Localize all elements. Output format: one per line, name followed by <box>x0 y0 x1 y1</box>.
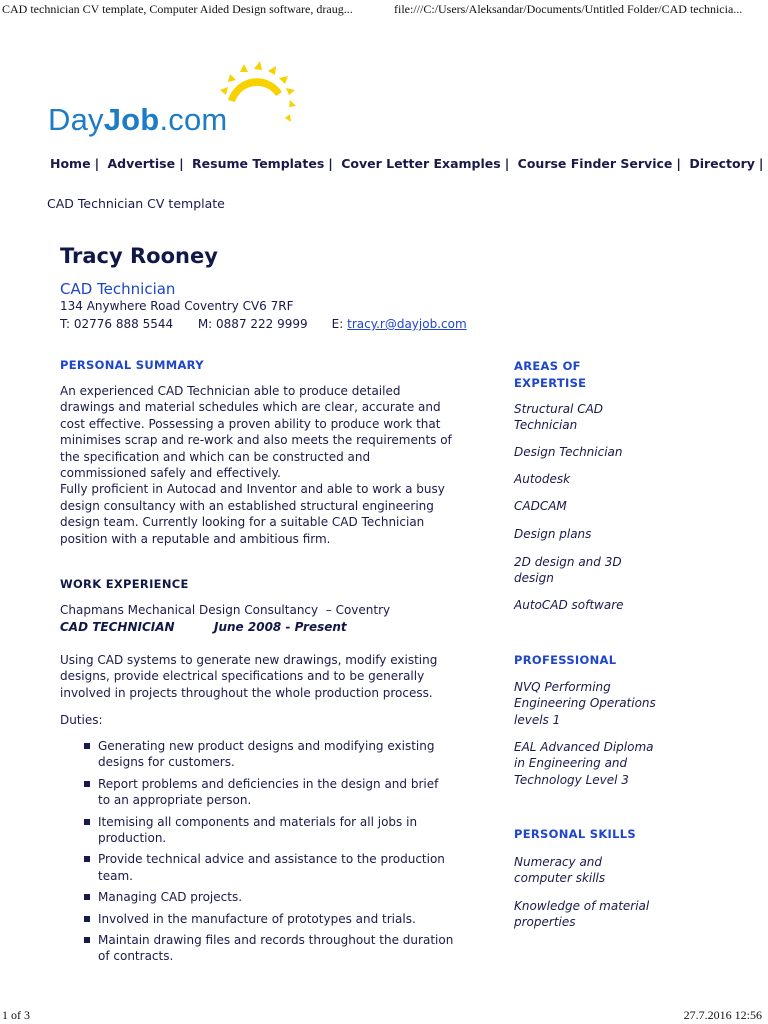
list-item: Involved in the manufacture of prototypes and trials. <box>84 911 454 927</box>
nav-item-cover-letter-examples[interactable]: Cover Letter Examples <box>341 156 501 171</box>
nav-item-home[interactable]: Home <box>50 156 91 171</box>
work-role-line <box>60 620 347 634</box>
work-dates: June 2008 - Present <box>214 620 347 634</box>
skill-item: Numeracy and computer skills <box>514 855 606 886</box>
bullet-icon <box>84 894 90 900</box>
expertise-item: Structural CAD Technician <box>514 402 604 433</box>
list-item: Report problems and deficiencies in the design and brief to an appropriate person. <box>84 776 454 809</box>
logo-text: DayJob.com <box>48 102 228 137</box>
cv-name: Tracy Rooney <box>60 244 218 268</box>
duties-label: Duties: <box>60 713 103 727</box>
nav-separator: | <box>758 156 764 171</box>
print-header-url: file:///C:/Users/Aleksandar/Documents/Untitled Folder/CAD technicia... <box>394 2 743 16</box>
personal-summary-para-1: An experienced CAD Technician able to produce detailed drawings and material schedules which are clear, accurate and cost effective. Possessing a proven ability to produce work that minimises scrap and re-work and also meets the requirements of the specification and which can be constructed and commissioned safely and effectively. <box>60 384 452 481</box>
work-description: Using CAD systems to generate new drawings, modify existing designs, provide electrical specifications and to be generally involved in projects throughout the whole production process. <box>60 653 438 700</box>
cv-phone: T: 02776 888 5544 <box>60 317 174 331</box>
expertise-item: Design plans <box>514 527 592 541</box>
expertise-item: Design Technician <box>514 445 623 459</box>
areas-of-expertise-heading: AREAS OF EXPERTISE <box>514 359 587 390</box>
bullet-icon <box>84 916 90 922</box>
bullet-icon <box>84 937 90 943</box>
sun-icon <box>218 60 298 132</box>
nav-item-course-finder[interactable]: Course Finder Service <box>517 156 673 171</box>
professional-item: NVQ Performing Engineering Operations levels 1 <box>514 680 656 727</box>
expertise-item: CADCAM <box>514 499 567 513</box>
bullet-icon <box>84 781 90 787</box>
list-item: Itemising all components and materials for all jobs in production. <box>84 814 454 847</box>
top-nav <box>50 156 764 174</box>
work-role: CAD TECHNICIAN <box>60 620 175 634</box>
print-footer <box>0 1006 768 1024</box>
nav-separator: | <box>676 156 681 171</box>
nav-item-directory[interactable]: Directory <box>689 156 755 171</box>
list-item: Provide technical advice and assistance to the production team. <box>84 851 454 884</box>
nav-separator: | <box>179 156 184 171</box>
nav-separator: | <box>328 156 333 171</box>
page-number: 1 of 3 <box>2 1008 30 1022</box>
nav-separator: | <box>94 156 100 171</box>
cv-contacts <box>60 317 467 331</box>
cv-email-link[interactable]: tracy.r@dayjob.com <box>347 317 467 331</box>
expertise-item: Autodesk <box>514 472 571 486</box>
list-item: Managing CAD projects. <box>84 889 454 905</box>
bullet-icon <box>84 856 90 862</box>
professional-heading: PROFESSIONAL <box>514 653 617 667</box>
cv-mobile: M: 0887 222 9999 <box>197 317 308 331</box>
list-item: Generating new product designs and modifying existing designs for customers. <box>84 738 454 771</box>
personal-skills-heading: PERSONAL SKILLS <box>514 827 636 841</box>
dayjob-logo[interactable] <box>48 60 308 140</box>
work-company: Chapmans Mechanical Design Consultancy – Coventry <box>60 603 391 617</box>
duties-list <box>84 738 454 970</box>
print-header-title: CAD technician CV template, Computer Aided Design software, draug... <box>2 2 353 16</box>
list-item: Maintain drawing files and records throughout the duration of contracts. <box>84 932 454 965</box>
nav-separator: | <box>504 156 510 171</box>
nav-item-resume-templates[interactable]: Resume Templates <box>192 156 325 171</box>
cv-address: 134 Anywhere Road Coventry CV6 7RF <box>60 299 294 313</box>
print-header <box>0 1 768 21</box>
expertise-item: 2D design and 3D design <box>514 555 622 586</box>
professional-item: EAL Advanced Diploma in Engineering and Technology Level 3 <box>514 740 654 787</box>
cv-email-label: E: <box>331 317 344 331</box>
cv-job-title: CAD Technician <box>60 280 176 298</box>
nav-item-advertise[interactable]: Advertise <box>107 156 176 171</box>
work-experience-heading: WORK EXPERIENCE <box>60 577 189 591</box>
personal-summary-text <box>60 383 455 547</box>
bullet-icon <box>84 819 90 825</box>
personal-summary-para-2: Fully proficient in Autocad and Inventor and able to work a busy design consultancy with an established structural engineering design team. Currently looking for a suitable CAD Technician position with a reputable and ambitious firm. <box>60 482 445 546</box>
print-datetime: 27.7.2016 12:56 <box>683 1008 762 1022</box>
skill-item: Knowledge of material properties <box>514 899 650 930</box>
page-heading: CAD Technician CV template <box>47 196 225 211</box>
bullet-icon <box>84 743 90 749</box>
expertise-item: AutoCAD software <box>514 598 624 612</box>
personal-summary-heading: PERSONAL SUMMARY <box>60 358 204 372</box>
